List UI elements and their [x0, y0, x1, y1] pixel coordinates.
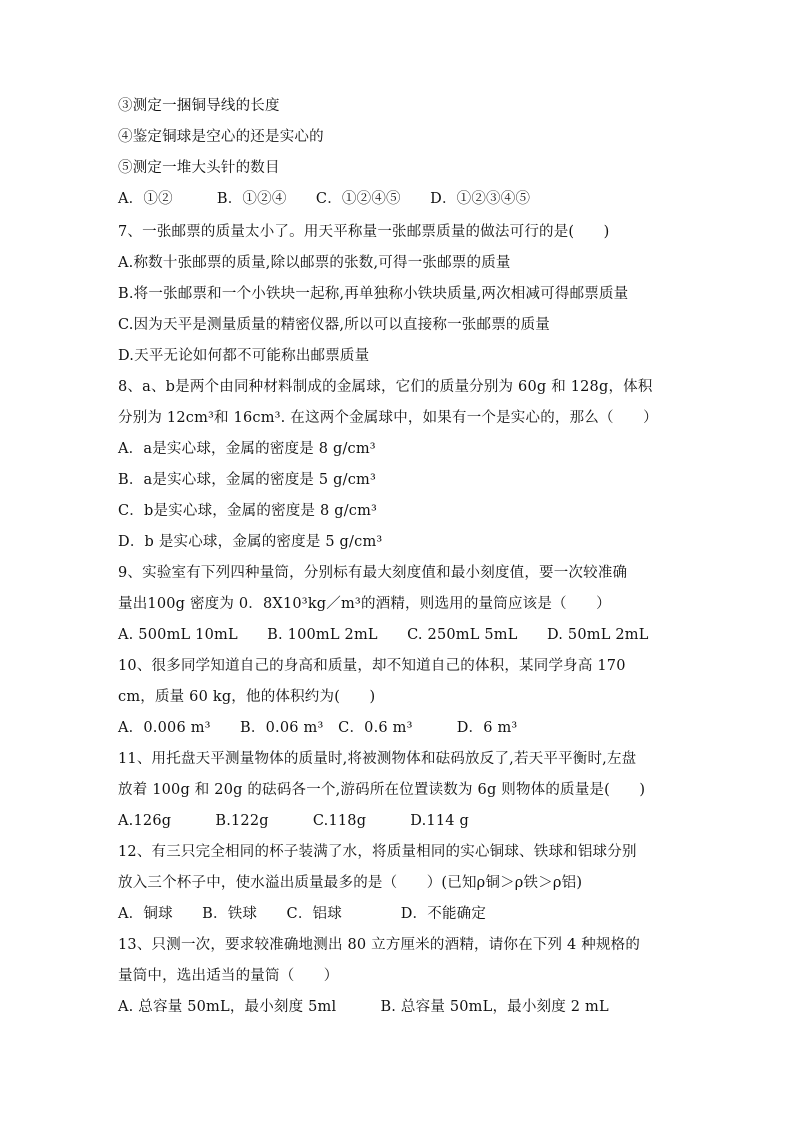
option-line-3: ③测定一捆铜导线的长度: [118, 98, 280, 114]
q7-choice-d: D.天平无论如何都不可能称出邮票质量: [118, 348, 370, 364]
option-line-5: ⑤测定一堆大头针的数目: [118, 160, 280, 176]
q8-stem-line2: 分别为 12cm³和 16cm³. 在这两个金属球中，如果有一个是实心的，那么（ ）: [118, 410, 658, 426]
q9-stem-line2: 量出100g 密度为 0．8X10³kg／m³的酒精，则选用的量筒应该是（ ）: [118, 596, 611, 612]
q8-choice-c: C．b是实心球，金属的密度是 8 g/cm³: [118, 503, 378, 519]
q12-choices: A．铜球 B．铁球 C．铝球 D．不能确定: [118, 906, 487, 922]
q7-choice-a: A.称数十张邮票的质量,除以邮票的张数,可得一张邮票的质量: [118, 255, 511, 271]
q8-choice-d: D．b 是实心球，金属的密度是 5 g/cm³: [118, 534, 383, 550]
q13-choices-ab: A. 总容量 50mL，最小刻度 5ml B. 总容量 50mL，最小刻度 2 mL: [118, 999, 609, 1015]
q7-stem: 7、一张邮票的质量太小了。用天平称量一张邮票质量的做法可行的是( ): [118, 224, 610, 240]
q8-choice-a: A．a是实心球，金属的密度是 8 g/cm³: [118, 441, 376, 457]
q13-stem-line1: 13、只测一次，要求较准确地测出 80 立方厘米的酒精，请你在下列 4 种规格的: [118, 937, 641, 953]
q10-stem-line2: cm，质量 60 kg，他的体积约为( ): [118, 689, 376, 705]
q10-choices: A．0.006 m³ B．0.06 m³ C．0.6 m³ D．6 m³: [118, 720, 518, 736]
q12-stem-line1: 12、有三只完全相同的杯子装满了水，将质量相同的实心铜球、铁球和铝球分别: [118, 844, 637, 860]
q13-stem-line2: 量筒中，选出适当的量筒（ ）: [118, 968, 339, 984]
q7-choice-b: B.将一张邮票和一个小铁块一起称,再单独称小铁块质量,两次相减可得邮票质量: [118, 286, 629, 302]
option-line-4: ④鉴定铜球是空心的还是实心的: [118, 129, 324, 145]
q11-stem-line2: 放着 100g 和 20g 的砝码各一个,游码所在位置读数为 6g 则物体的质量是( ): [118, 782, 646, 798]
q11-stem-line1: 11、用托盘天平测量物体的质量时,将被测物体和砝码放反了,若天平平衡时,左盘: [118, 751, 637, 767]
q10-stem-line1: 10、很多同学知道自己的身高和质量，却不知道自己的体积，某同学身高 170: [118, 658, 626, 674]
q9-choices: A. 500mL 10mL B. 100mL 2mL C. 250mL 5mL D. 50mL 2mL: [118, 627, 649, 643]
q9-stem-line1: 9、实验室有下列四种量筒，分别标有最大刻度值和最小刻度值，要一次较准确: [118, 565, 628, 581]
q8-choice-b: B．a是实心球，金属的密度是 5 g/cm³: [118, 472, 376, 488]
q6-choices: A．①② B．①②④ C．①②④⑤ D．①②③④⑤: [118, 191, 531, 207]
q8-stem-line1: 8、a、b是两个由同种材料制成的金属球，它们的质量分别为 60g 和 128g，体积: [118, 379, 653, 395]
q7-choice-c: C.因为天平是测量质量的精密仪器,所以可以直接称一张邮票的质量: [118, 317, 550, 333]
q12-stem-line2: 放入三个杯子中，使水溢出质量最多的是（ ）(已知ρ铜＞ρ铁＞ρ铝): [118, 875, 583, 891]
q11-choices: A.126g B.122g C.118g D.114 g: [118, 813, 469, 829]
